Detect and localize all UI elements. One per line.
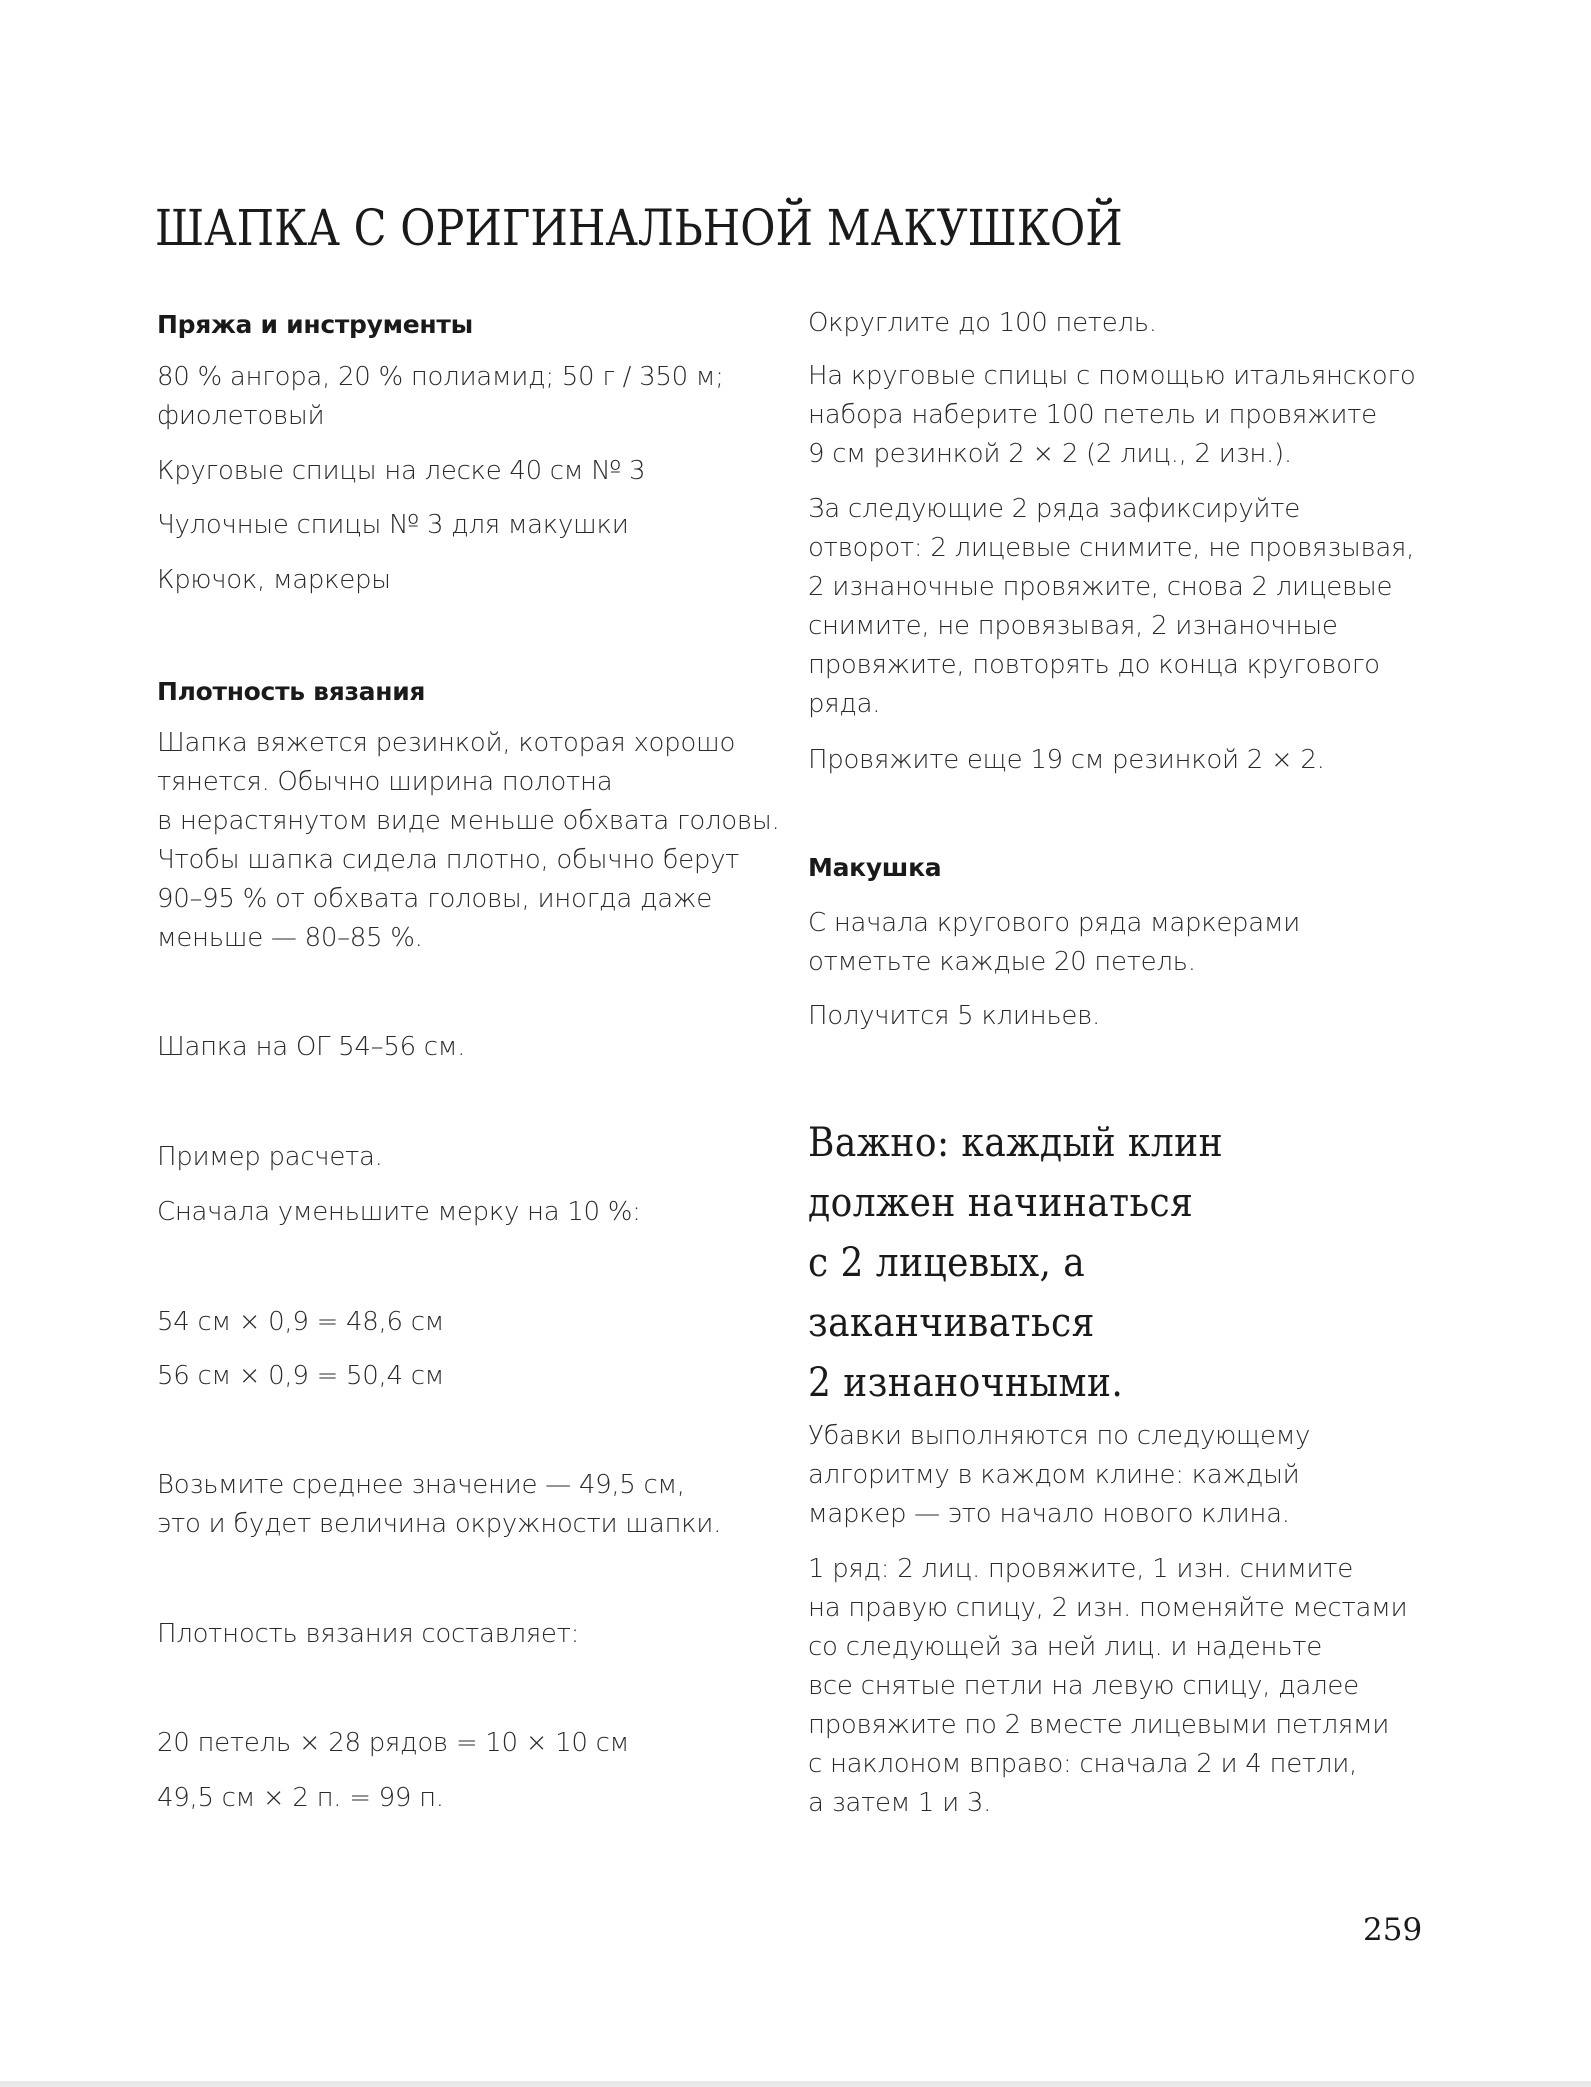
calc-56: 56 см × 0,9 = 50,4 см [157, 1361, 445, 1391]
important-note: Важно: каждый клин должен начинаться с 2 лицевых, а заканчиваться 2 изнаночными. [808, 1120, 1224, 1406]
cast-on: На круговые спицы с помощью итальянского набора наберите 100 петель и провяжите 9 см резинкой 2 × 2 (2 лиц., 2 изн.). [808, 361, 1416, 469]
crown-heading: Макушка [808, 853, 942, 882]
hat-size: Шапка на ОГ 54–56 см. [157, 1032, 466, 1062]
hook-markers: Крючок, маркеры [157, 565, 391, 595]
density-heading: Плотность вязания [157, 677, 426, 706]
fix-fold: За следующие 2 ряда зафиксируйте отворот: 2 лицевые снимите, не провязывая, 2 изнаночные провяжите, снова 2 лицевые снимите, не провязывая, 2 изнаночные провяжите, повторять до конца кругового ряда. [808, 494, 1415, 719]
page-number: 259 [1363, 1912, 1423, 1948]
calc-54: 54 см × 0,9 = 48,6 см [157, 1307, 445, 1337]
page-title: ШАПКА С ОРИГИНАЛЬНОЙ МАКУШКОЙ [155, 199, 1123, 257]
reduce-measurement: Сначала уменьшите мерку на 10 %: [157, 1197, 641, 1227]
average-value: Возьмите среднее значение — 49,5 см, это и будет величина окружности шапки. [157, 1470, 722, 1539]
dpn-needles: Чулочные спицы № 3 для макушки [157, 510, 629, 540]
page-bottom-edge [0, 2081, 1591, 2087]
calc-stitches: 49,5 см × 2 п. = 99 п. [157, 1783, 444, 1813]
decreases-text: Убавки выполняются по следующему алгоритму в каждом клине: каждый маркер — это начало нового клина. [808, 1421, 1311, 1529]
density-is: Плотность вязания составляет: [157, 1619, 580, 1649]
wedges-text: Получится 5 клиньев. [808, 1001, 1100, 1031]
round-up: Округлите до 100 петель. [808, 308, 1157, 338]
yarn-heading: Пряжа и инструменты [157, 310, 473, 339]
calc-gauge: 20 петель × 28 рядов = 10 × 10 см [157, 1728, 629, 1758]
density-text: Шапка вяжется резинкой, которая хорошо тянется. Обычно ширина полотна в нерастянутом виде меньше обхвата головы. Чтобы шапка сидела плотно, обычно берут 90–95 % от обхвата головы, иногда даже меньше — 80–85 %. [157, 728, 780, 953]
knit-more: Провяжите еще 19 см резинкой 2 × 2. [808, 745, 1325, 775]
calculation-example: Пример расчета. [157, 1142, 383, 1172]
circular-needles: Круговые спицы на леске 40 см № 3 [157, 456, 646, 486]
markers-text: С начала кругового ряда маркерами отметьте каждые 20 петель. [808, 908, 1301, 977]
yarn-composition: 80 % ангора, 20 % полиамид; 50 г / 350 м; фиолетовый [157, 362, 724, 431]
row-1-instructions: 1 ряд: 2 лиц. провяжите, 1 изн. снимите на правую спицу, 2 изн. поменяйте местами со следующей за ней лиц. и наденьте все снятые петли на левую спицу, далее провяжите по 2 вместе лицевыми петлями с наклоном вправо: сначала 2 и 4 петли, а затем 1 и 3. [808, 1554, 1408, 1818]
